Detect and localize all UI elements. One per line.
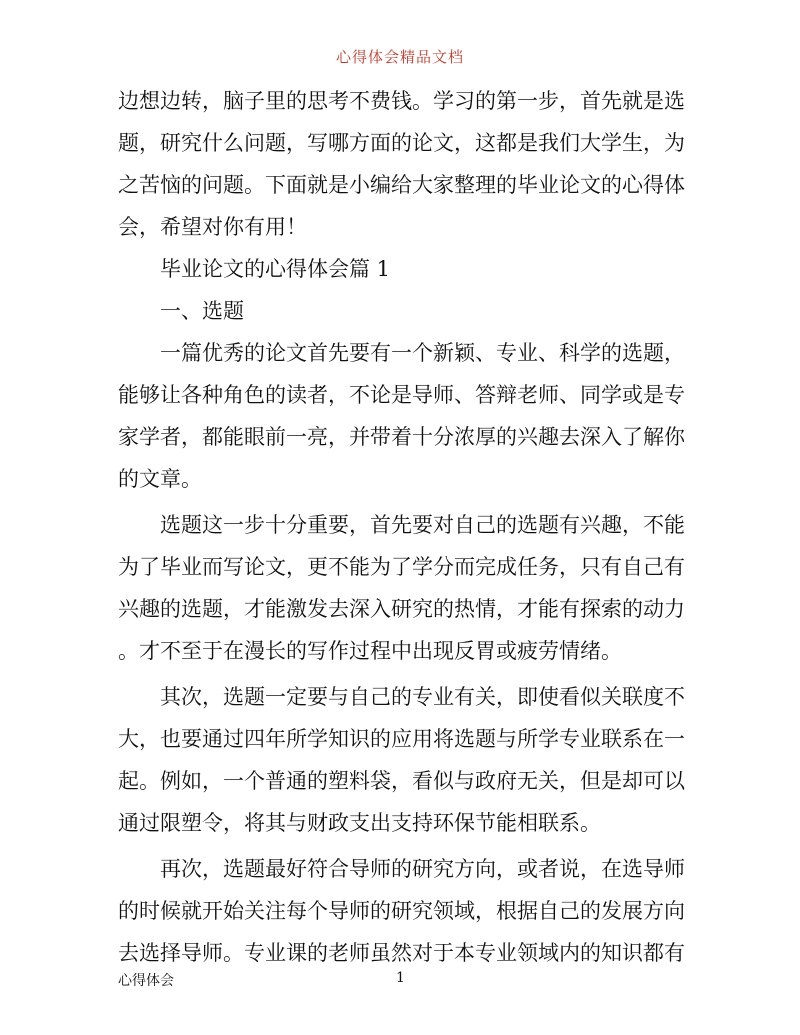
footer-label: 心得体会 bbox=[118, 973, 174, 989]
paragraph-line: 会，希望对你有用！ bbox=[118, 215, 307, 239]
paragraph-line: 能够让各种角色的读者，不论是导师、答辩老师、同学或是专 bbox=[118, 383, 685, 407]
paragraph-line: 其次，选题一定要与自己的专业有关，即使看似关联度不 bbox=[160, 685, 685, 709]
page-header-title: 心得体会精品文档 bbox=[335, 48, 464, 66]
subsection-heading: 一、选题 bbox=[160, 299, 244, 323]
paragraph-line: 选题这一步十分重要，首先要对自己的选题有兴趣，不能 bbox=[160, 513, 685, 537]
paragraph-line: 之苦恼的问题。下面就是小编给大家整理的毕业论文的心得体 bbox=[118, 173, 685, 197]
paragraph-line: 边想边转，脑子里的思考不费钱。学习的第一步，首先就是选 bbox=[118, 89, 685, 113]
paragraph-line: 的文章。 bbox=[118, 467, 202, 491]
section-heading: 毕业论文的心得体会篇 1 bbox=[160, 257, 391, 281]
paragraph-line: 。才不至于在漫长的写作过程中出现反胃或疲劳情绪。 bbox=[118, 639, 622, 663]
paragraph-line: 兴趣的选题，才能激发去深入研究的热情，才能有探索的动力 bbox=[118, 597, 685, 621]
paragraph-line: 家学者，都能眼前一亮，并带着十分浓厚的兴趣去深入了解你 bbox=[118, 425, 685, 449]
paragraph-line: 通过限塑令，将其与财政支出支持环保节能相联系。 bbox=[118, 811, 601, 835]
paragraph-line: 的时候就开始关注每个导师的研究领域，根据自己的发展方向 bbox=[118, 899, 685, 923]
paragraph-line: 再次，选题最好符合导师的研究方向，或者说，在选导师 bbox=[160, 857, 685, 881]
paragraph-line: 大，也要通过四年所学知识的应用将选题与所学专业联系在一 bbox=[118, 727, 685, 751]
paragraph-line: 起。例如，一个普通的塑料袋，看似与政府无关，但是却可以 bbox=[118, 769, 685, 793]
document-body bbox=[118, 80, 684, 974]
page-number: 1 bbox=[396, 970, 405, 986]
paragraph-line: 一篇优秀的论文首先要有一个新颖、专业、科学的选题， bbox=[160, 341, 685, 365]
paragraph-line: 为了毕业而写论文，更不能为了学分而完成任务，只有自己有 bbox=[118, 555, 685, 579]
paragraph-line: 去选择导师。专业课的老师虽然对于本专业领域内的知识都有 bbox=[118, 941, 685, 965]
paragraph-line: 题，研究什么问题，写哪方面的论文，这都是我们大学生，为 bbox=[118, 131, 685, 155]
